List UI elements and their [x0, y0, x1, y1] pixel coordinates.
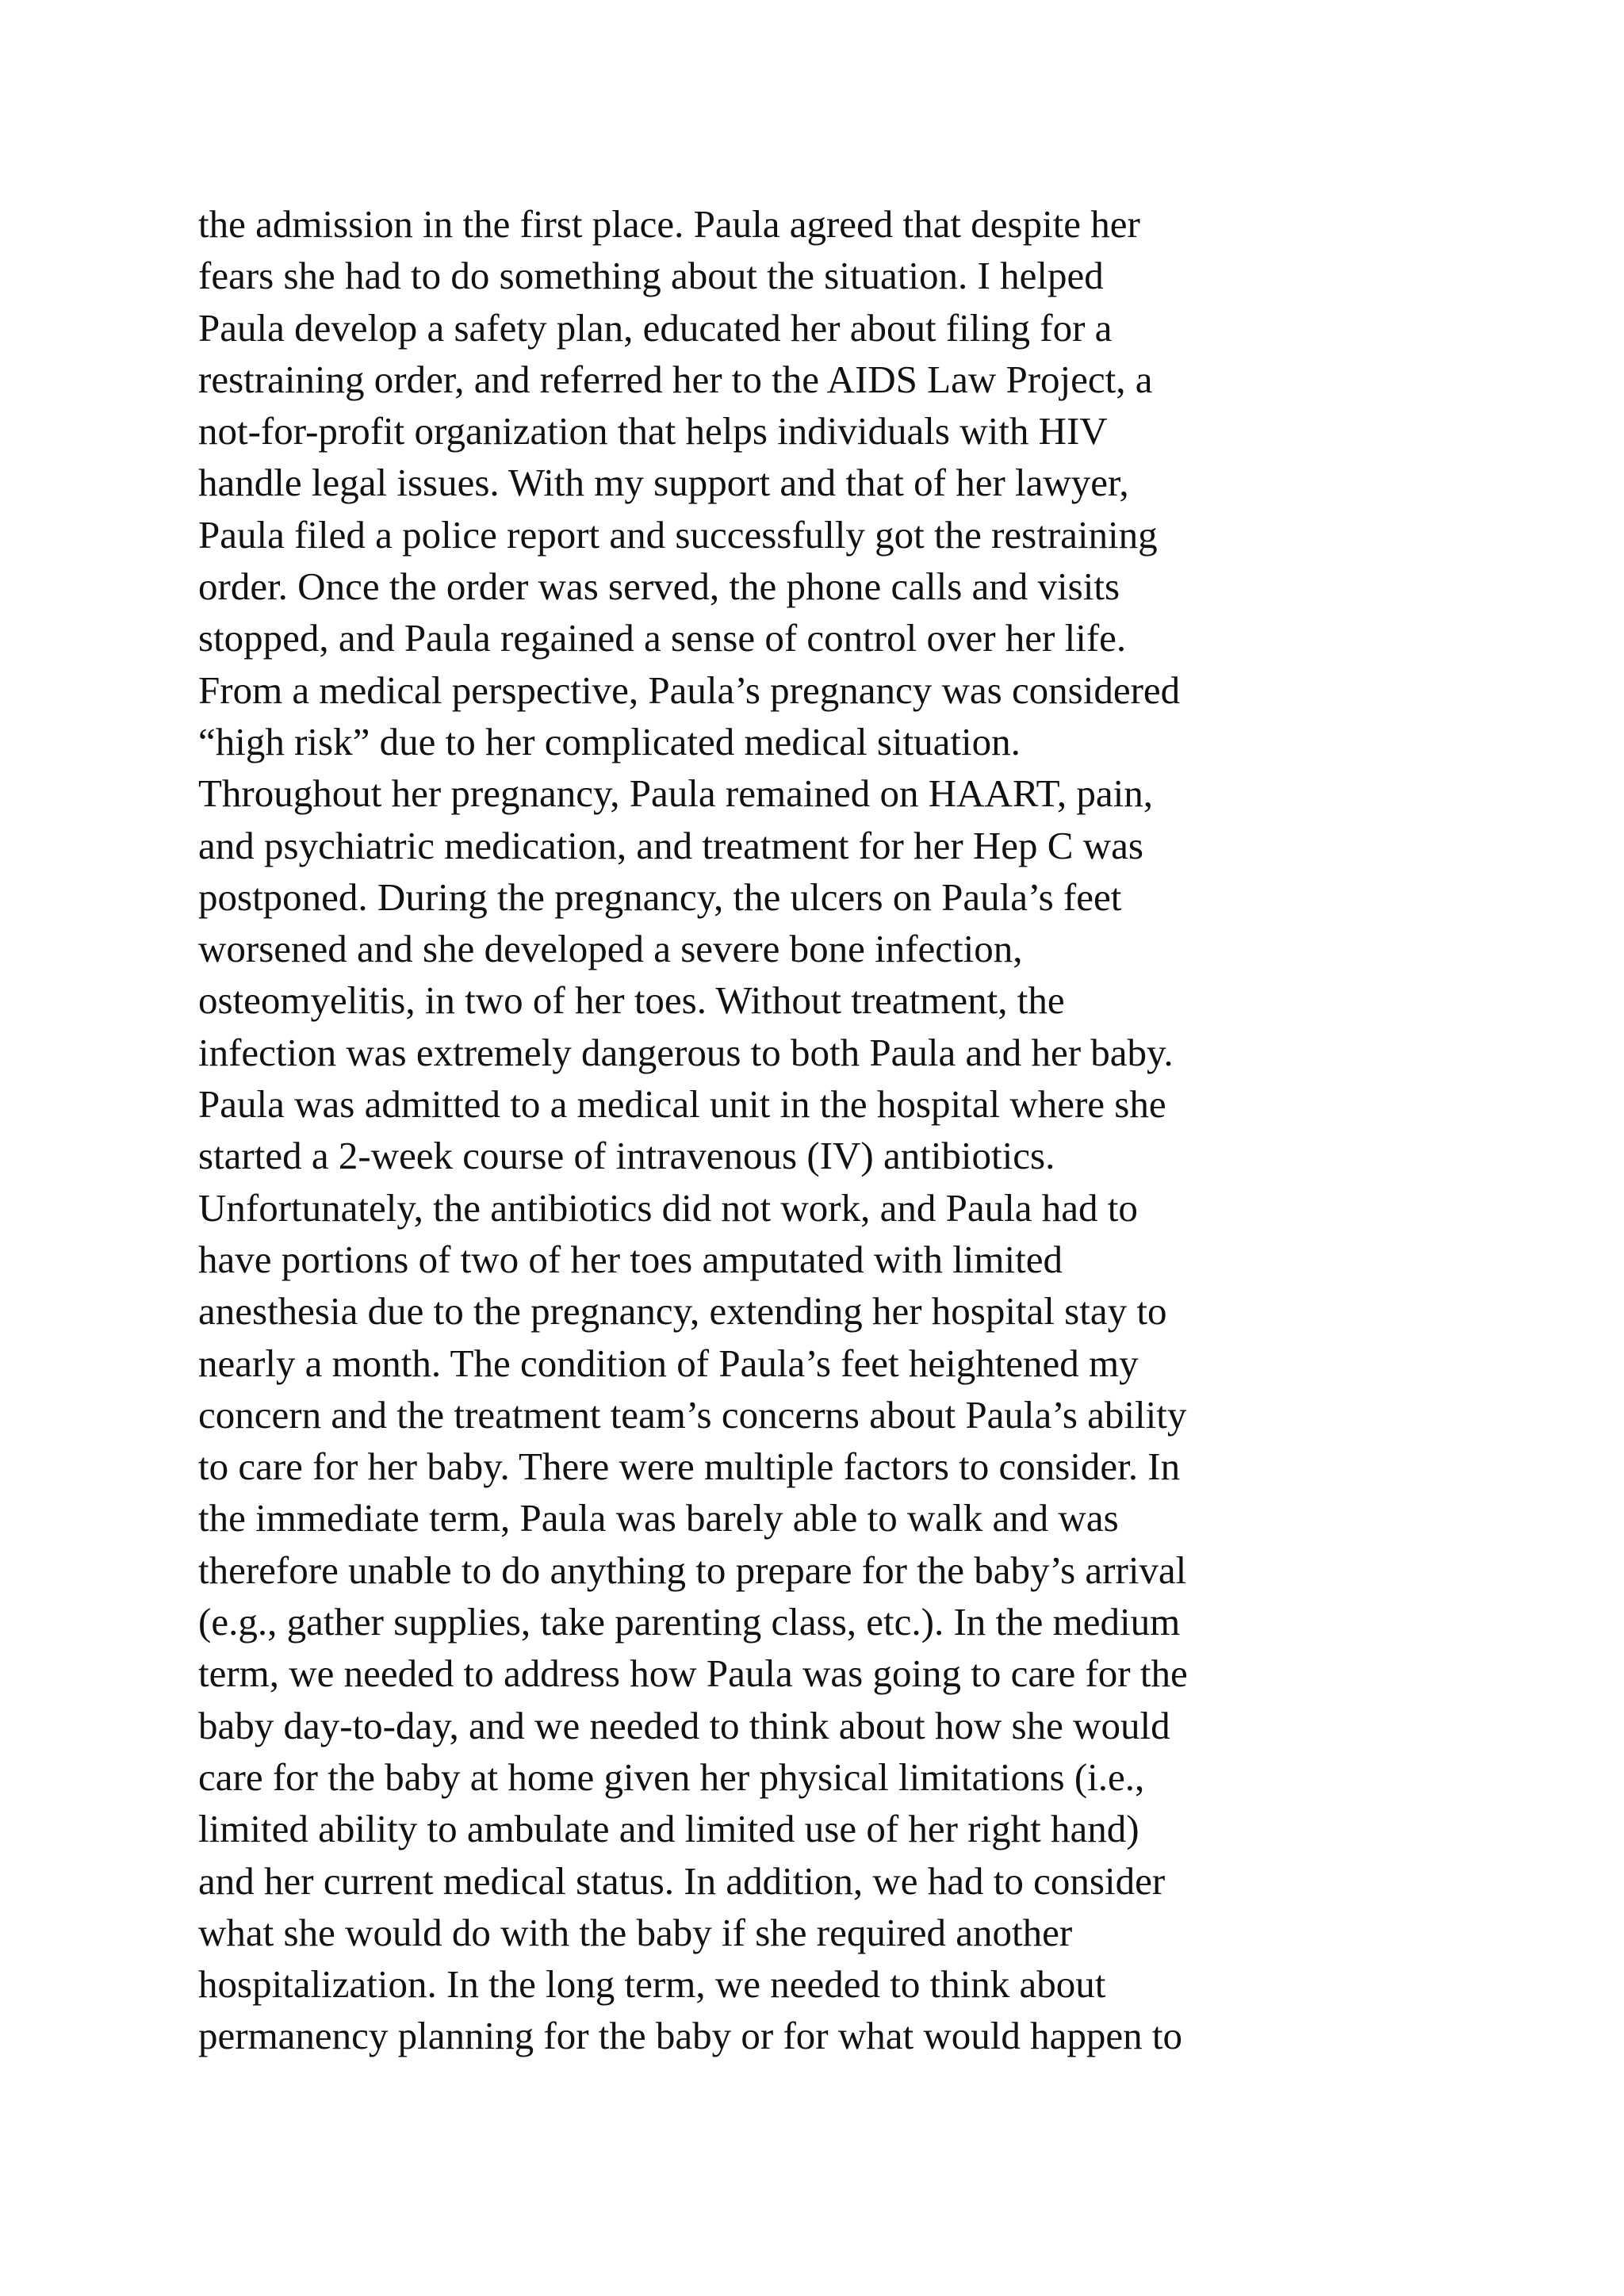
text-line: order. Once the order was served, the phone calls and visits	[198, 564, 1120, 609]
text-line: therefore unable to do anything to prepare for the baby’s arrival	[198, 1548, 1187, 1592]
text-line: (e.g., gather supplies, take parenting class, etc.). In the medium	[198, 1600, 1181, 1644]
text-line: Paula filed a police report and successfully got the restraining	[198, 512, 1158, 557]
body-text	[198, 198, 1499, 2062]
text-line: have portions of two of her toes amputated with limited	[198, 1237, 1063, 1281]
text-line: limited ability to ambulate and limited use of her right hand)	[198, 1807, 1139, 1851]
text-line: what she would do with the baby if she required another	[198, 1910, 1073, 1954]
text-line: Paula was admitted to a medical unit in the hospital where she	[198, 1082, 1166, 1127]
text-line: worsened and she developed a severe bone infection,	[198, 927, 1023, 971]
text-line: Paula develop a safety plan, educated her about filing for a	[198, 305, 1113, 350]
text-line: osteomyelitis, in two of her toes. Without treatment, the	[198, 978, 1065, 1023]
text-line: restraining order, and referred her to the AIDS Law Project, a	[198, 357, 1153, 401]
text-line: the admission in the first place. Paula agreed that despite her	[198, 202, 1140, 246]
text-line: hospitalization. In the long term, we needed to think about	[198, 1962, 1106, 2007]
text-line: From a medical perspective, Paula’s pregnancy was considered	[198, 668, 1181, 712]
text-line: care for the baby at home given her physical limitations (i.e.,	[198, 1755, 1145, 1799]
text-line: permanency planning for the baby or for what would happen to	[198, 2014, 1182, 2058]
text-line: not-for-profit organization that helps individuals with HIV	[198, 409, 1108, 453]
text-line: anesthesia due to the pregnancy, extending her hospital stay to	[198, 1289, 1167, 1334]
text-line: baby day-to-day, and we needed to think about how she would	[198, 1703, 1170, 1747]
text-line: the immediate term, Paula was barely able to walk and was	[198, 1496, 1119, 1540]
text-line: nearly a month. The condition of Paula’s feet heightened my	[198, 1341, 1139, 1385]
text-line: fears she had to do something about the situation. I helped	[198, 254, 1104, 298]
text-line: postponed. During the pregnancy, the ulcers on Paula’s feet	[198, 874, 1122, 919]
text-line: and her current medical status. In addition, we had to consider	[198, 1858, 1166, 1903]
text-line: “high risk” due to her complicated medical situation.	[198, 719, 1021, 763]
text-line: infection was extremely dangerous to both Paula and her baby.	[198, 1030, 1174, 1074]
text-line: term, we needed to address how Paula was going to care for the	[198, 1651, 1188, 1696]
text-line: concern and the treatment team’s concerns about Paula’s ability	[198, 1392, 1187, 1437]
text-line: started a 2-week course of intravenous (IV) antibiotics.	[198, 1134, 1055, 1178]
text-line: Unfortunately, the antibiotics did not work, and Paula had to	[198, 1185, 1138, 1230]
text-line: stopped, and Paula regained a sense of control over her life.	[198, 616, 1127, 660]
text-line: Throughout her pregnancy, Paula remained on HAART, pain,	[198, 771, 1154, 816]
text-line: and psychiatric medication, and treatment for her Hep C was	[198, 823, 1143, 867]
text-line: to care for her baby. There were multiple factors to consider. In	[198, 1445, 1181, 1489]
text-line: handle legal issues. With my support and that of her lawyer,	[198, 461, 1129, 505]
